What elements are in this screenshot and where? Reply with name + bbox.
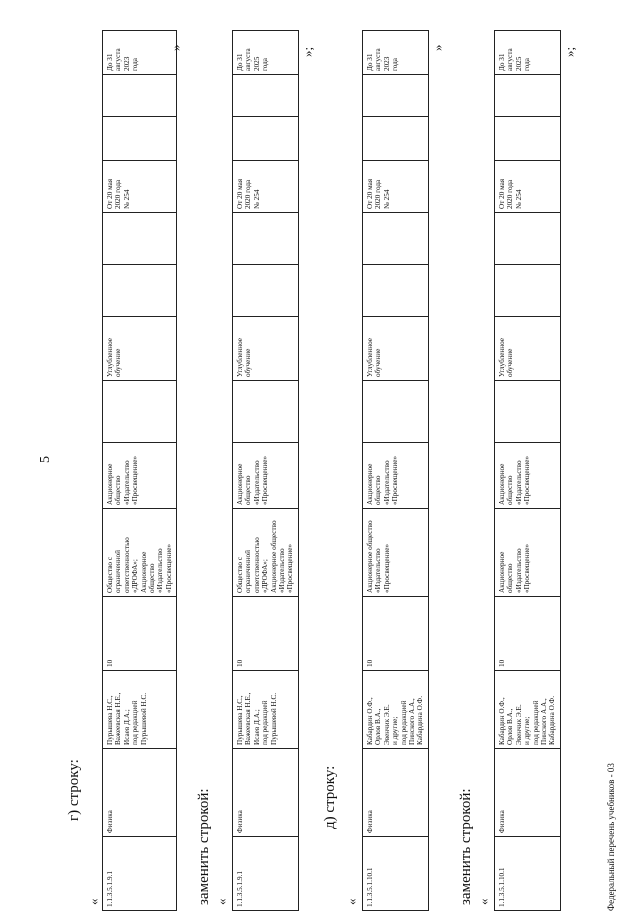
cell-empty [233,265,299,317]
cell-empty [363,381,429,443]
cell-empty [363,75,429,117]
cell-rights-holder: Акционерное общество «Издательство «Просвещение» [103,443,177,509]
heading-replace-row: заменить строкой: [458,788,474,905]
cell-empty [495,265,561,317]
open-quote: « [476,898,491,905]
page-number: 5 [38,456,53,463]
cell-rights-holder: Акционерное общество «Издательство «Просвещение» [363,443,429,509]
cell-order: От 20 мая 2020 года № 254 [495,161,561,213]
open-quote: « [86,898,101,905]
cell-subject: Физика [495,749,561,837]
close-mark: » [430,44,445,51]
cell-order: От 20 мая 2020 года № 254 [233,161,299,213]
cell-publisher: Общество с ограниченной ответственностью «ДРОФА»; Акционерное общество «Издательство «Просвещение» [103,509,177,597]
open-quote: « [214,898,229,905]
cell-grade: 10 [495,597,561,671]
cell-grade: 10 [103,597,177,671]
cell-empty [495,213,561,265]
heading-d-row: д) строку: [322,765,338,829]
cell-deadline: До 31 августа 2023 года [103,31,177,75]
cell-empty [363,213,429,265]
table-row-replace-d [494,30,561,911]
cell-empty [363,265,429,317]
cell-grade: 10 [233,597,299,671]
table-row-g [102,30,177,911]
cell-subject: Физика [233,749,299,837]
cell-deadline: До 31 августа 2025 года [495,31,561,75]
cell-publisher: Акционерное общество «Издательство «Просвещение» [363,509,429,597]
cell-level: Углубленное обучение [495,317,561,381]
cell-empty [103,213,177,265]
cell-code: 1.1.3.5.1.10.1 [363,837,429,911]
cell-empty [363,117,429,161]
cell-authors: Кабардин О.Ф., Орлов В.А., Эвенчик Э.Е. и другие; под редакцией Пинского А.А., Кабардина О.Ф. [363,671,429,749]
cell-authors: Пурышева Н.С., Важеевская Н.Е., Исаев Д.А.; под редакцией Пурышевой Н.С. [103,671,177,749]
cell-deadline: До 31 августа 2023 года [363,31,429,75]
cell-authors: Кабардин О.Ф., Орлов В.А., Эвенчик Э.Е. и другие; под редакцией Пинского А.А., Кабардина О.Ф. [495,671,561,749]
close-mark: » [168,44,183,51]
cell-level: Углубленное обучение [363,317,429,381]
cell-authors: Пурышева Н.С., Важеевская Н.Е., Исаев Д.А.; под редакцией Пурышевой Н.С. [233,671,299,749]
cell-rights-holder: Акционерное общество «Издательство «Просвещение» [495,443,561,509]
cell-publisher: Акционерное общество «Издательство «Просвещение» [495,509,561,597]
cell-level: Углубленное обучение [233,317,299,381]
cell-empty [103,117,177,161]
heading-replace-row: заменить строкой: [196,788,212,905]
table-row-replace-g [232,30,299,911]
cell-empty [103,381,177,443]
cell-empty [495,75,561,117]
footer-text: Федеральный перечень учебников - 03 [606,763,616,911]
cell-order: От 20 мая 2020 года № 254 [103,161,177,213]
cell-grade: 10 [363,597,429,671]
cell-publisher: Общество с ограниченной ответственностью «ДРОФА»; Акционерное общество «Издательство «Просвещение» [233,509,299,597]
cell-deadline: До 31 августа 2025 года [233,31,299,75]
cell-empty [233,381,299,443]
heading-g-row: г) строку: [66,759,82,821]
cell-empty [233,75,299,117]
cell-subject: Физика [103,749,177,837]
cell-empty [103,75,177,117]
cell-empty [495,117,561,161]
cell-rights-holder: Акционерное общество «Издательство «Просвещение» [233,443,299,509]
close-mark: »; [300,46,315,57]
cell-code: 1.1.3.5.1.9.1 [103,837,177,911]
cell-code: 1.1.3.5.1.9.1 [233,837,299,911]
open-quote: « [344,898,359,905]
table-row-d [362,30,429,911]
close-mark: »; [562,46,577,57]
cell-order: От 20 мая 2020 года № 254 [363,161,429,213]
cell-level: Углубленное обучение [103,317,177,381]
cell-empty [233,117,299,161]
cell-empty [233,213,299,265]
cell-subject: Физика [363,749,429,837]
cell-code: 1.1.3.5.1.10.1 [495,837,561,911]
cell-empty [103,265,177,317]
cell-empty [495,381,561,443]
